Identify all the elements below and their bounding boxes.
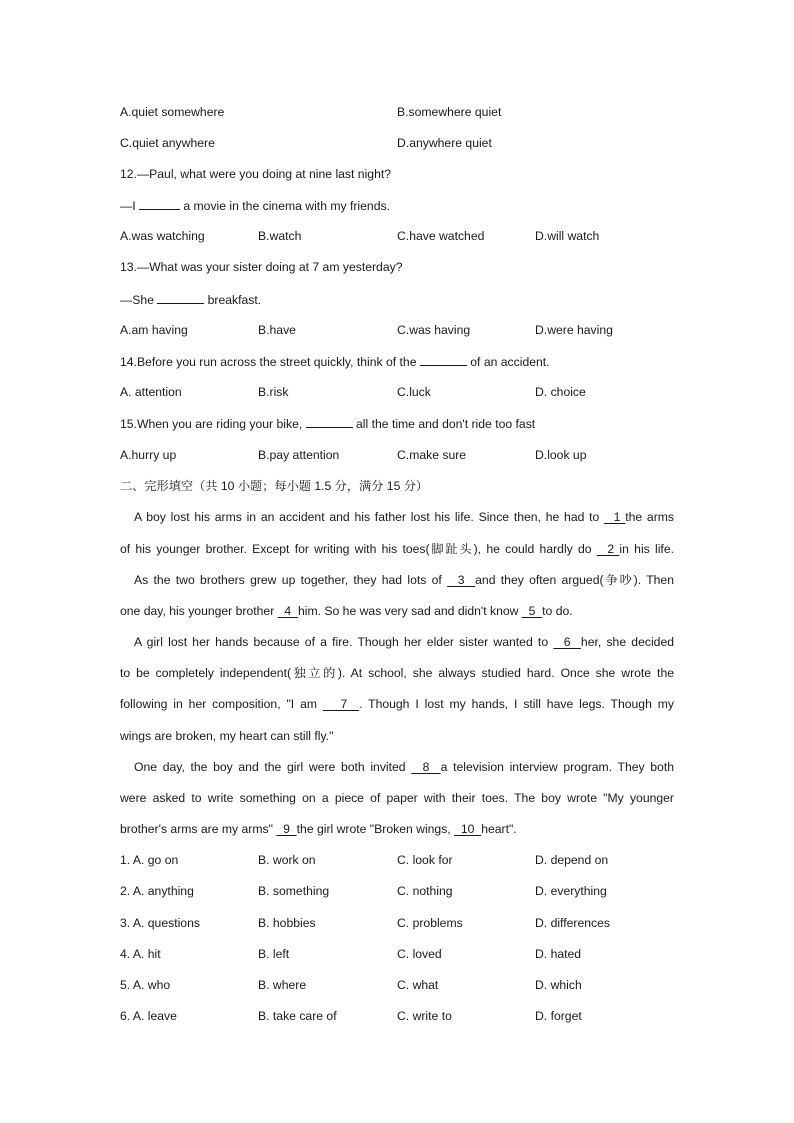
blank-7: 7 bbox=[322, 697, 360, 711]
passage-text: the arms bbox=[625, 510, 675, 524]
cloze-4-option-a: 4. A. hit bbox=[120, 947, 161, 961]
q12-answer-prefix: —I bbox=[120, 199, 136, 213]
passage-line-4 bbox=[120, 603, 674, 619]
q12-option-a: A.was watching bbox=[120, 229, 205, 243]
cloze-2-option-d: D. everything bbox=[535, 884, 607, 898]
q12-option-b: B.watch bbox=[258, 229, 302, 243]
q15-stem-suffix: all the time and don't ride too fast bbox=[356, 417, 536, 431]
q13-stem: 13.—What was your sister doing at 7 am yesterday? bbox=[120, 260, 403, 274]
cloze-3-option-d: D. differences bbox=[535, 916, 610, 930]
q11-option-c: C.quiet anywhere bbox=[120, 136, 215, 150]
q14-option-c: C.luck bbox=[397, 385, 431, 399]
q13-option-a: A.am having bbox=[120, 323, 188, 337]
cloze-6-option-b: B. take care of bbox=[258, 1009, 337, 1023]
blank-6: 6 bbox=[553, 635, 581, 649]
q13-answer-prefix: —She bbox=[120, 293, 154, 307]
passage-line-3 bbox=[134, 572, 674, 588]
q12-stem: 12.—Paul, what were you doing at nine last night? bbox=[120, 167, 392, 181]
passage-line-9 bbox=[134, 759, 674, 775]
q14-stem-prefix: 14.Before you run across the street quickly, think of the bbox=[120, 355, 417, 369]
cloze-4-option-c: C. loved bbox=[397, 947, 442, 961]
cloze-3-option-b: B. hobbies bbox=[258, 916, 316, 930]
q11-option-d: D.anywhere quiet bbox=[397, 136, 492, 150]
q15-option-d: D.look up bbox=[535, 448, 587, 462]
q11-option-a: A.quiet somewhere bbox=[120, 105, 225, 119]
q13-option-d: D.were having bbox=[535, 323, 613, 337]
passage-line-1 bbox=[134, 509, 674, 525]
q12-blank bbox=[139, 197, 180, 210]
cloze-4-option-b: B. left bbox=[258, 947, 290, 961]
passage-text: her, she decided bbox=[580, 635, 674, 649]
q14-stem bbox=[120, 353, 550, 370]
cloze-2-option-c: C. nothing bbox=[397, 884, 453, 898]
q12-answer-line bbox=[120, 197, 390, 214]
cloze-4-option-d: D. hated bbox=[535, 947, 582, 961]
passage-text: a television interview program. They both bbox=[440, 760, 674, 774]
section-heading-cloze: 二、完形填空（共 10 小题；每小题 1.5 分，满分 15 分） bbox=[120, 479, 429, 493]
blank-5: 5 bbox=[521, 604, 543, 618]
q14-stem-suffix: of an accident. bbox=[470, 355, 550, 369]
q12-answer-suffix: a movie in the cinema with my friends. bbox=[183, 199, 390, 213]
passage-text: the girl wrote "Broken wings, bbox=[296, 822, 451, 836]
passage-text: and they often argued(争吵). Then bbox=[475, 573, 674, 587]
cloze-2-option-a: 2. A. anything bbox=[120, 884, 194, 898]
q14-blank bbox=[420, 353, 467, 366]
blank-1: 1 bbox=[604, 510, 626, 524]
q15-option-c: C.make sure bbox=[397, 448, 467, 462]
blank-9: 9 bbox=[276, 822, 297, 836]
cloze-3-option-c: C. problems bbox=[397, 916, 463, 930]
q12-option-c: C.have watched bbox=[397, 229, 485, 243]
q15-stem-prefix: 15.When you are riding your bike, bbox=[120, 417, 303, 431]
q14-option-a: A. attention bbox=[120, 385, 182, 399]
blank-2: 2 bbox=[596, 542, 620, 556]
passage-text: As the two brothers grew up together, they had lots of bbox=[134, 573, 442, 587]
q15-option-b: B.pay attention bbox=[258, 448, 340, 462]
passage-line-11 bbox=[120, 821, 674, 837]
cloze-5-option-d: D. which bbox=[535, 978, 582, 992]
passage-text: following in her composition, "I am bbox=[120, 697, 317, 711]
passage-text: of his younger brother. Except for writing with his toes(脚趾头), he could hardly do bbox=[120, 542, 592, 556]
passage-text: . Though I lost my hands, I still have legs. Though my bbox=[359, 697, 674, 711]
q11-option-b: B.somewhere quiet bbox=[397, 105, 502, 119]
passage-line-8: wings are broken, my heart can still fly." bbox=[120, 729, 334, 743]
q15-blank bbox=[306, 415, 353, 428]
q14-option-d: D. choice bbox=[535, 385, 586, 399]
q12-option-d: D.will watch bbox=[535, 229, 600, 243]
passage-text: A girl lost her hands because of a fire. Though her elder sister wanted to bbox=[134, 635, 549, 649]
passage-text: A boy lost his arms in an accident and his father lost his life. Since then, he had to bbox=[134, 510, 600, 524]
cloze-2-option-b: B. something bbox=[258, 884, 330, 898]
blank-4: 4 bbox=[277, 604, 298, 618]
passage-text: One day, the boy and the girl were both invited bbox=[134, 760, 406, 774]
q13-blank bbox=[157, 291, 204, 304]
passage-line-2 bbox=[120, 541, 674, 557]
passage-text: to do. bbox=[542, 604, 573, 618]
blank-8: 8 bbox=[411, 760, 441, 774]
cloze-6-option-c: C. write to bbox=[397, 1009, 452, 1023]
passage-text: brother's arms are my arms" bbox=[120, 822, 273, 836]
cloze-5-option-b: B. where bbox=[258, 978, 307, 992]
cloze-5-option-a: 5. A. who bbox=[120, 978, 171, 992]
passage-text: one day, his younger brother bbox=[120, 604, 275, 618]
blank-3: 3 bbox=[447, 573, 476, 587]
passage-line-7 bbox=[120, 696, 674, 712]
cloze-6-option-d: D. forget bbox=[535, 1009, 582, 1023]
q14-option-b: B.risk bbox=[258, 385, 289, 399]
passage-text: him. So he was very sad and didn't know bbox=[297, 604, 519, 618]
blank-10: 10 bbox=[454, 822, 482, 836]
cloze-5-option-c: C. what bbox=[397, 978, 439, 992]
q13-answer-line bbox=[120, 291, 261, 308]
cloze-6-option-a: 6. A. leave bbox=[120, 1009, 177, 1023]
q13-answer-suffix: breakfast. bbox=[207, 293, 262, 307]
cloze-1-option-a: 1. A. go on bbox=[120, 853, 179, 867]
passage-line-5 bbox=[134, 634, 674, 650]
q13-option-b: B.have bbox=[258, 323, 296, 337]
q15-option-a: A.hurry up bbox=[120, 448, 177, 462]
passage-text: heart". bbox=[481, 822, 517, 836]
cloze-1-option-b: B. work on bbox=[258, 853, 316, 867]
cloze-1-option-d: D. depend on bbox=[535, 853, 609, 867]
q13-option-c: C.was having bbox=[397, 323, 471, 337]
passage-line-10: were asked to write something on a piece of paper with their toes. The boy wrote "My younger bbox=[120, 791, 674, 805]
passage-text: in his life. bbox=[619, 542, 674, 556]
q15-stem bbox=[120, 415, 535, 432]
passage-line-6: to be completely independent(独立的). At school, she always studied hard. Once she wrote the bbox=[120, 666, 674, 680]
cloze-3-option-a: 3. A. questions bbox=[120, 916, 200, 930]
cloze-1-option-c: C. look for bbox=[397, 853, 453, 867]
